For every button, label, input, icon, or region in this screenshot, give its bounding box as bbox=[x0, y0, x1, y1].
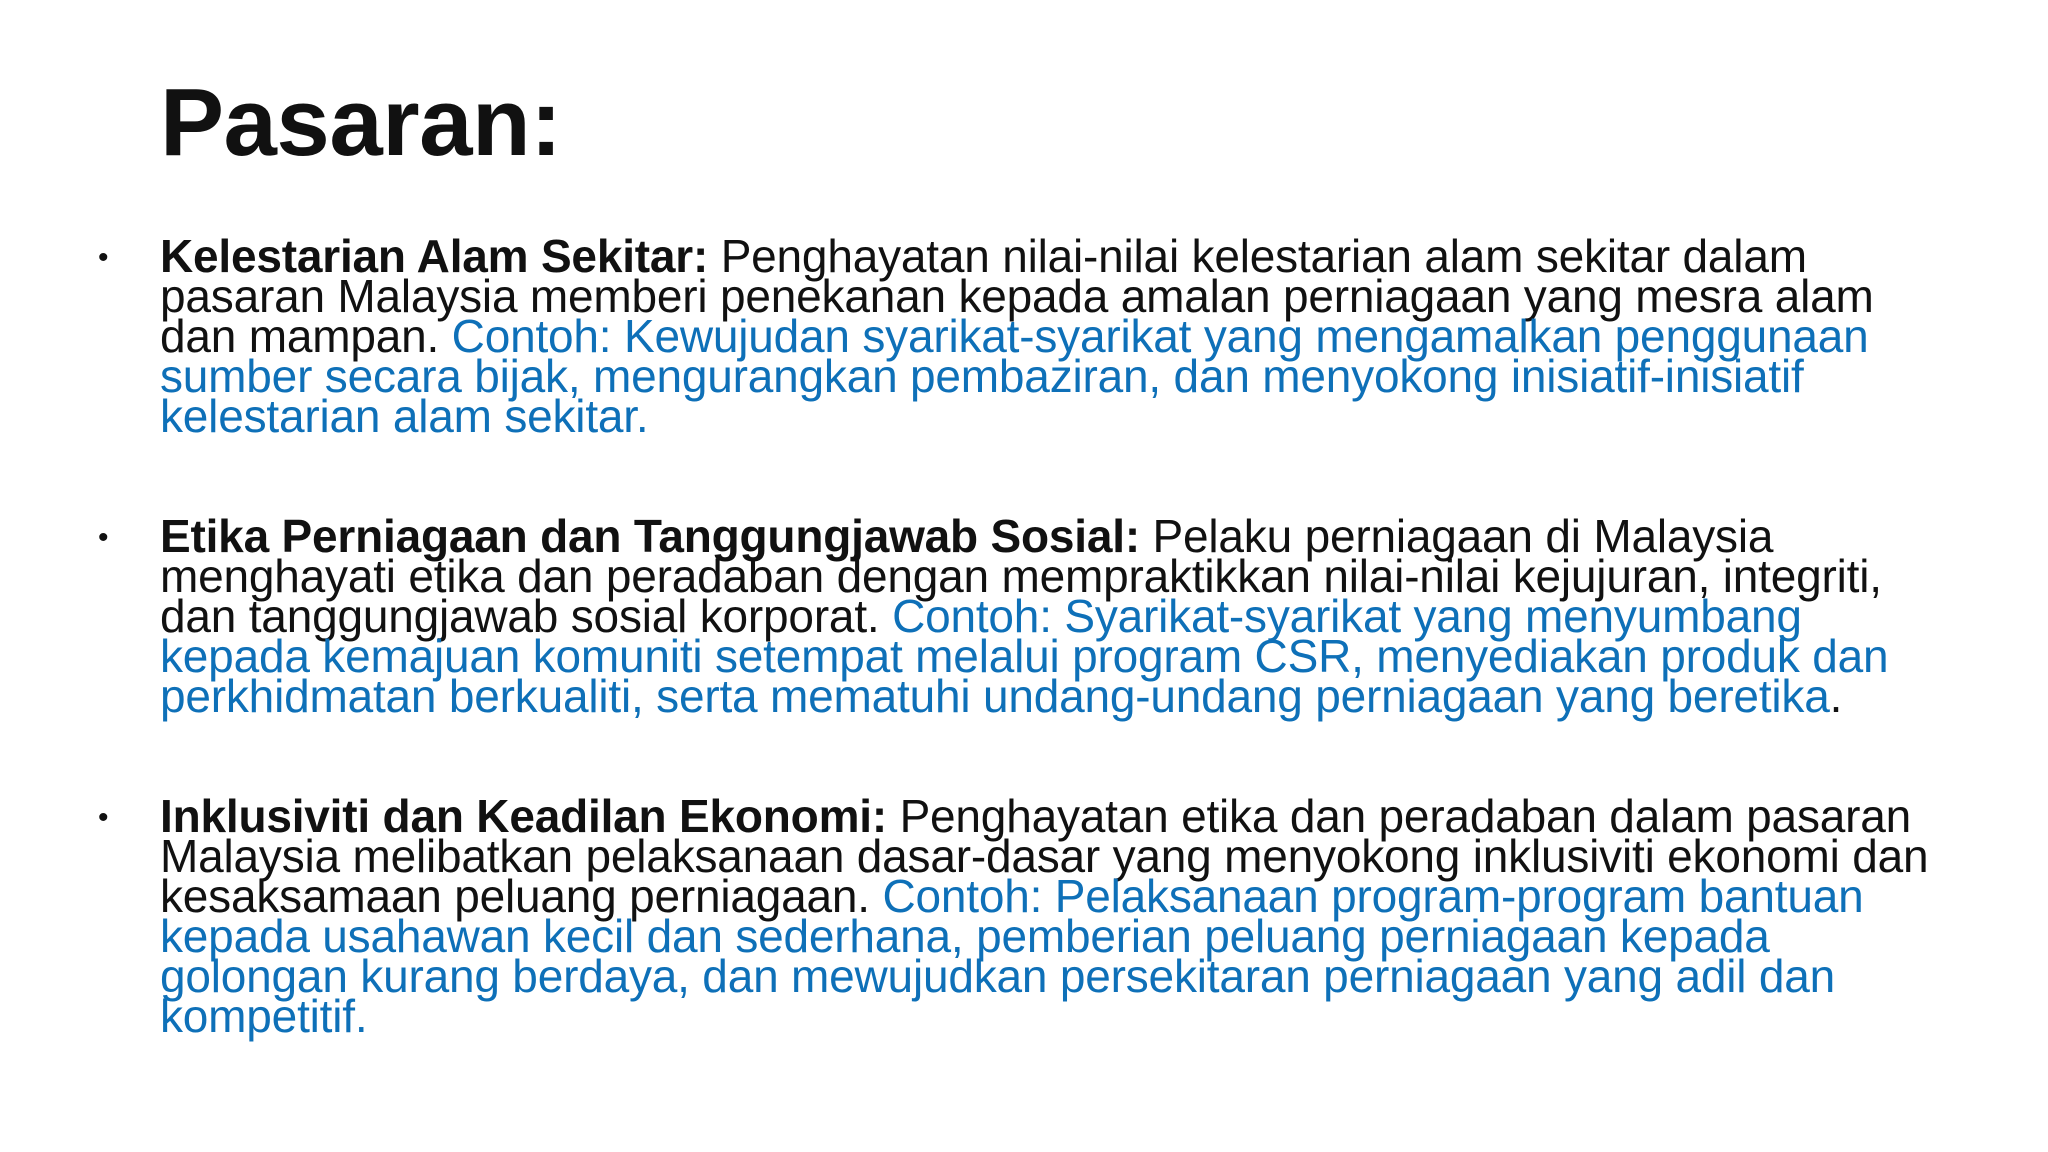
bullet-body: Pelaku perniagaan di Malaysia menghayati etika dan peradaban dengan mempraktikkan nilai-nilai kejujuran, integriti, dan tanggungjawab sosial korporat. bbox=[160, 510, 1882, 642]
bullet-example: Contoh: Pelaksanaan program-program bantuan kepada usahawan kecil dan sederhana, pemberian peluang perniagaan kepada golongan kurang berdaya, dan mewujudkan persekitaran perniagaan yang adil dan kompetitif. bbox=[160, 870, 1864, 1042]
bullet-heading: Etika Perniagaan dan Tanggungjawab Sosial: bbox=[160, 510, 1140, 562]
bullet-list bbox=[96, 230, 1936, 1042]
bullet-icon: • bbox=[98, 801, 109, 834]
bullet-body: Penghayatan etika dan peradaban dalam pasaran Malaysia melibatkan pelaksanaan dasar-dasar yang menyokong inklusiviti ekonomi dan kesaksamaan peluang perniagaan. bbox=[160, 790, 1929, 922]
bullet-item-environmental-sustainability bbox=[96, 230, 1936, 442]
bullet-body: Penghayatan nilai-nilai kelestarian alam sekitar dalam pasaran Malaysia memberi penekanan kepada amalan perniagaan yang mesra alam dan mampan. bbox=[160, 230, 1874, 362]
bullet-icon: • bbox=[98, 521, 109, 554]
bullet-item-economic-inclusivity bbox=[96, 790, 1936, 1042]
bullet-item-business-ethics bbox=[96, 510, 1936, 722]
bullet-heading: Kelestarian Alam Sekitar: bbox=[160, 230, 709, 282]
bullet-icon: • bbox=[98, 241, 109, 274]
bullet-heading: Inklusiviti dan Keadilan Ekonomi: bbox=[160, 790, 887, 842]
slide-title: Pasaran: bbox=[160, 69, 562, 176]
bullet-tail: . bbox=[1829, 670, 1843, 722]
bullet-example: Contoh: Kewujudan syarikat-syarikat yang mengamalkan penggunaan sumber secara bijak, mengurangkan pembaziran, dan menyokong inisiatif-inisiatif kelestarian alam sekitar. bbox=[160, 310, 1869, 442]
bullet-example: Contoh: Syarikat-syarikat yang menyumbang kepada kemajuan komuniti setempat melalui program CSR, menyediakan produk dan perkhidmatan berkualiti, serta mematuhi undang-undang perniagaan yang beretika bbox=[160, 590, 1889, 722]
